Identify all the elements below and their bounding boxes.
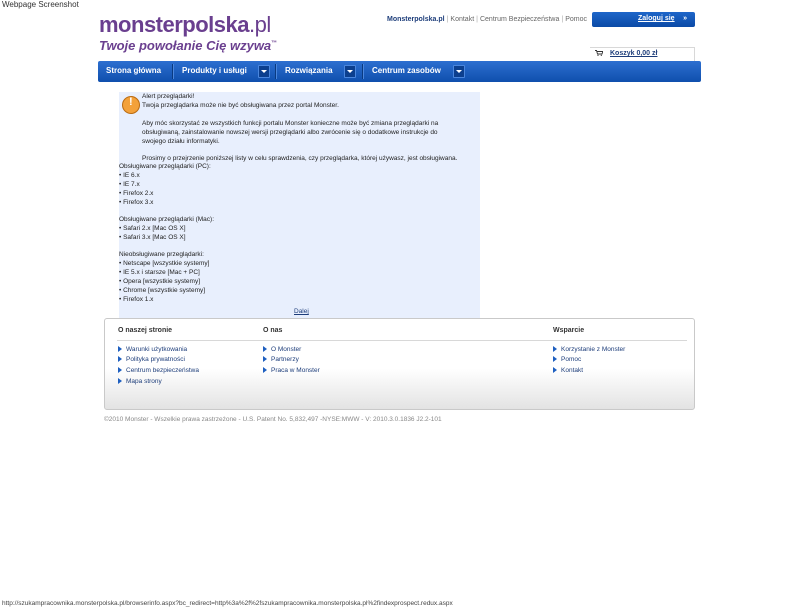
main-nav [98, 61, 701, 82]
footer [104, 318, 695, 410]
login-button[interactable] [592, 12, 695, 27]
logo-wordmark: monsterpolska.pl [99, 12, 271, 37]
brand-link[interactable]: Monsterpolska.pl [387, 16, 445, 23]
nav-solutions[interactable]: Rozwiązania [285, 66, 333, 75]
unsupported-browsers-title: Nieobsługiwane przeglądarki: [119, 251, 204, 258]
footer-divider [117, 340, 687, 341]
copyright-text: ©2010 Monster - Wszelkie prawa zastrzeżone - U.S. Patent No. 5,832,497 -NYSE:MWW - V: 2010.3.0.1836 J2.2-101 [104, 416, 442, 423]
login-label: Zaloguj się [638, 15, 675, 22]
footer-link-sitemap[interactable]: Mapa strony [118, 378, 162, 385]
alert-paragraph: obsługiwaną, zainstalowanie nowszej wersji przeglądarki albo zwrócenie się o dodatkowe instrukcje do [142, 129, 438, 136]
status-bar-url: http://szukampracownika.monsterpolska.pl/browserinfo.aspx?bc_redirect=http%3a%2f%2fszukampracownika.monsterpolska.pl%2findexprospect.redux.aspx [2, 600, 453, 607]
nav-resources[interactable]: Centrum zasobów [372, 66, 441, 75]
footer-link-using-monster[interactable]: Korzystanie z Monster [553, 346, 625, 353]
footer-link-terms[interactable]: Warunki użytkowania [118, 346, 187, 353]
pc-browsers-title: Obsługiwane przeglądarki (PC): [119, 163, 211, 170]
warning-icon [122, 96, 140, 114]
nav-products[interactable]: Produkty i usługi [182, 66, 247, 75]
list-item: • Safari 3.x [Mac OS X] [119, 234, 186, 241]
double-chevron-right-icon: » [683, 15, 687, 22]
footer-link-partners[interactable]: Partnerzy [263, 356, 299, 363]
list-item: • Firefox 3.x [119, 199, 154, 206]
browser-alert-panel [119, 92, 480, 318]
help-link[interactable]: Pomoc [565, 16, 587, 23]
list-item: • Chrome [wszystkie systemy] [119, 287, 206, 294]
contact-link[interactable]: Kontakt [450, 16, 475, 23]
nav-solutions-dropdown-icon[interactable] [344, 65, 356, 78]
list-item: • Opera [wszystkie systemy] [119, 278, 201, 285]
screenshot-label: Webpage Screenshot [2, 0, 79, 9]
list-item: • IE 7.x [119, 181, 140, 188]
footer-col-about-site-title: O naszej stronie [118, 327, 173, 334]
alert-paragraph: Aby móc skorzystać ze wszystkich funkcji portalu Monster konieczne może być zmiana przeglądarki na [142, 120, 439, 127]
security-center-link[interactable]: Centrum Bezpieczeństwa [479, 16, 560, 23]
list-item: • Safari 2.x [Mac OS X] [119, 225, 186, 232]
list-item: • Firefox 1.x [119, 296, 154, 303]
list-item: • Netscape [wszystkie systemy] [119, 260, 210, 267]
nav-products-dropdown-icon[interactable] [258, 65, 270, 78]
footer-link-security[interactable]: Centrum bezpieczeństwa [118, 367, 199, 374]
list-item: • IE 6.x [119, 172, 140, 179]
footer-col-about-us-title: O nas [263, 327, 283, 334]
nav-resources-dropdown-icon[interactable] [453, 65, 465, 78]
cart[interactable] [590, 47, 695, 61]
next-link[interactable]: Dalej [294, 308, 309, 315]
footer-col-support-title: Wsparcie [553, 327, 585, 334]
nav-home[interactable]: Strona główna [106, 66, 162, 75]
alert-title: Alert przeglądarki! [142, 93, 195, 100]
logo-tagline: Twoje powołanie Cię wzywa™ [99, 38, 278, 53]
list-item: • Firefox 2.x [119, 190, 154, 197]
alert-message: Twoja przeglądarka może nie być obsługiwana przez portal Monster. [142, 102, 339, 109]
footer-link-careers[interactable]: Praca w Monster [263, 367, 320, 374]
footer-link-contact[interactable]: Kontakt [553, 367, 583, 374]
footer-link-about-monster[interactable]: O Monster [263, 346, 301, 353]
cart-icon [595, 50, 603, 56]
cart-link[interactable]: Koszyk 0,00 zł [610, 50, 658, 57]
list-item: • IE 5.x i starsze [Mac + PC] [119, 269, 200, 276]
footer-link-help[interactable]: Pomoc [553, 356, 581, 363]
mac-browsers-title: Obsługiwane przeglądarki (Mac): [119, 216, 215, 223]
alert-paragraph: Prosimy o przejrzenie poniższej listy w celu sprawdzenia, czy przeglądarka, której używasz, jest obsługiwana. [142, 155, 458, 162]
footer-link-privacy[interactable]: Polityka prywatności [118, 356, 185, 363]
logo[interactable] [99, 14, 277, 53]
alert-paragraph: swojego działu informatyki. [142, 138, 220, 145]
top-links: Monsterpolska.pl | Kontakt | Centrum Bezpieczeństwa | Pomoc [387, 16, 587, 23]
